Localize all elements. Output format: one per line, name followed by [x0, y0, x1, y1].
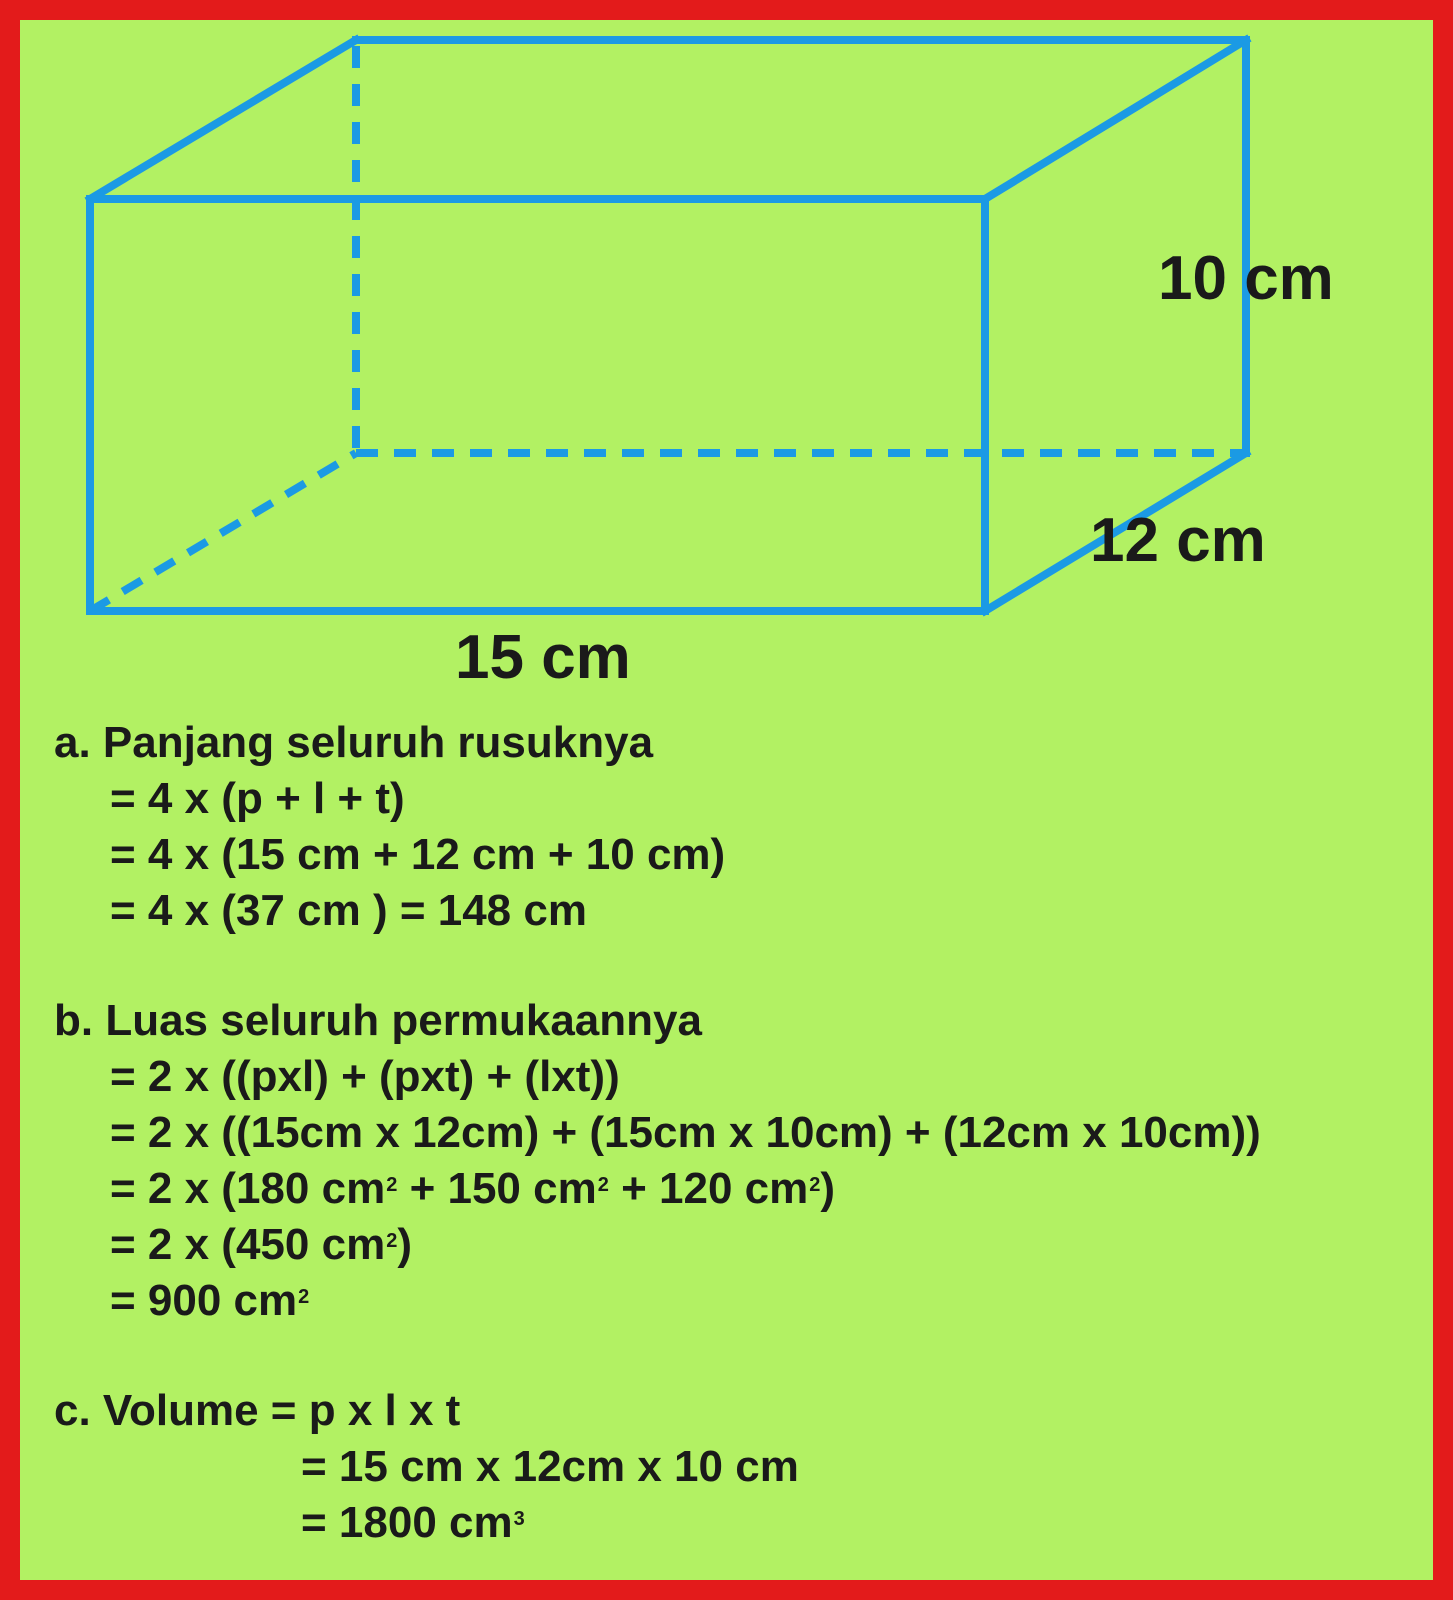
part-b-line-4-part-2: ): [397, 1220, 412, 1269]
exponent: 2: [809, 1174, 821, 1196]
top-right-edge: [985, 40, 1246, 199]
length-label: 15 cm: [455, 623, 631, 692]
part-a-title: a. Panjang seluruh rusuknya: [54, 718, 654, 767]
part-b-line-1: = 2 x ((pxl) + (pxt) + (lxt)): [110, 1052, 620, 1101]
part-b-line-3-part-3: + 120 cm: [621, 1164, 809, 1213]
part-b-line-3-part-4: ): [820, 1164, 836, 1213]
part-c-line-1: c. Volume = p x l x t: [54, 1386, 461, 1435]
part-b-line-5: [54, 1273, 1261, 1329]
part-b-line-3-part-2: + 150 cm: [409, 1164, 597, 1213]
part-a-line-3: = 4 x (37 cm ) = 148 cm: [110, 886, 587, 935]
exponent: 2: [386, 1230, 398, 1252]
cuboid-diagram: [20, 20, 1433, 700]
part-a-line-1: = 4 x (p + l + t): [110, 774, 405, 823]
part-b-line-3-part-1: = 2 x (180 cm: [110, 1164, 386, 1213]
part-b-title: b. Luas seluruh permukaannya: [54, 996, 702, 1045]
hidden-left-bottom-edge: [90, 453, 356, 611]
part-a-line-2: = 4 x (15 cm + 12 cm + 10 cm): [110, 830, 726, 879]
diagram-panel: [20, 20, 1433, 1580]
exponent: 2: [386, 1174, 398, 1196]
exponent: 3: [513, 1508, 525, 1530]
part-c-line-2: = 15 cm x 12cm x 10 cm: [301, 1442, 799, 1491]
part-b-line-4-part-1: = 2 x (450 cm: [110, 1220, 386, 1269]
width-label: 12 cm: [1090, 506, 1266, 575]
top-left-edge: [90, 40, 356, 199]
part-b-line-2: = 2 x ((15cm x 12cm) + (15cm x 10cm) + (12cm x 10cm)): [110, 1108, 1261, 1157]
part-c-line-3-part-1: = 1800 cm: [301, 1498, 513, 1547]
exponent: 2: [597, 1174, 609, 1196]
front-face: [90, 199, 985, 611]
height-label: 10 cm: [1158, 244, 1334, 313]
exponent: 2: [298, 1286, 310, 1308]
part-b-line-4: [54, 1217, 1261, 1273]
part-b-line-3: [54, 1161, 1261, 1217]
solution-steps: [54, 715, 1261, 1551]
part-b-line-5-part-1: = 900 cm: [110, 1276, 298, 1325]
part-c-line-3: [54, 1495, 1261, 1551]
